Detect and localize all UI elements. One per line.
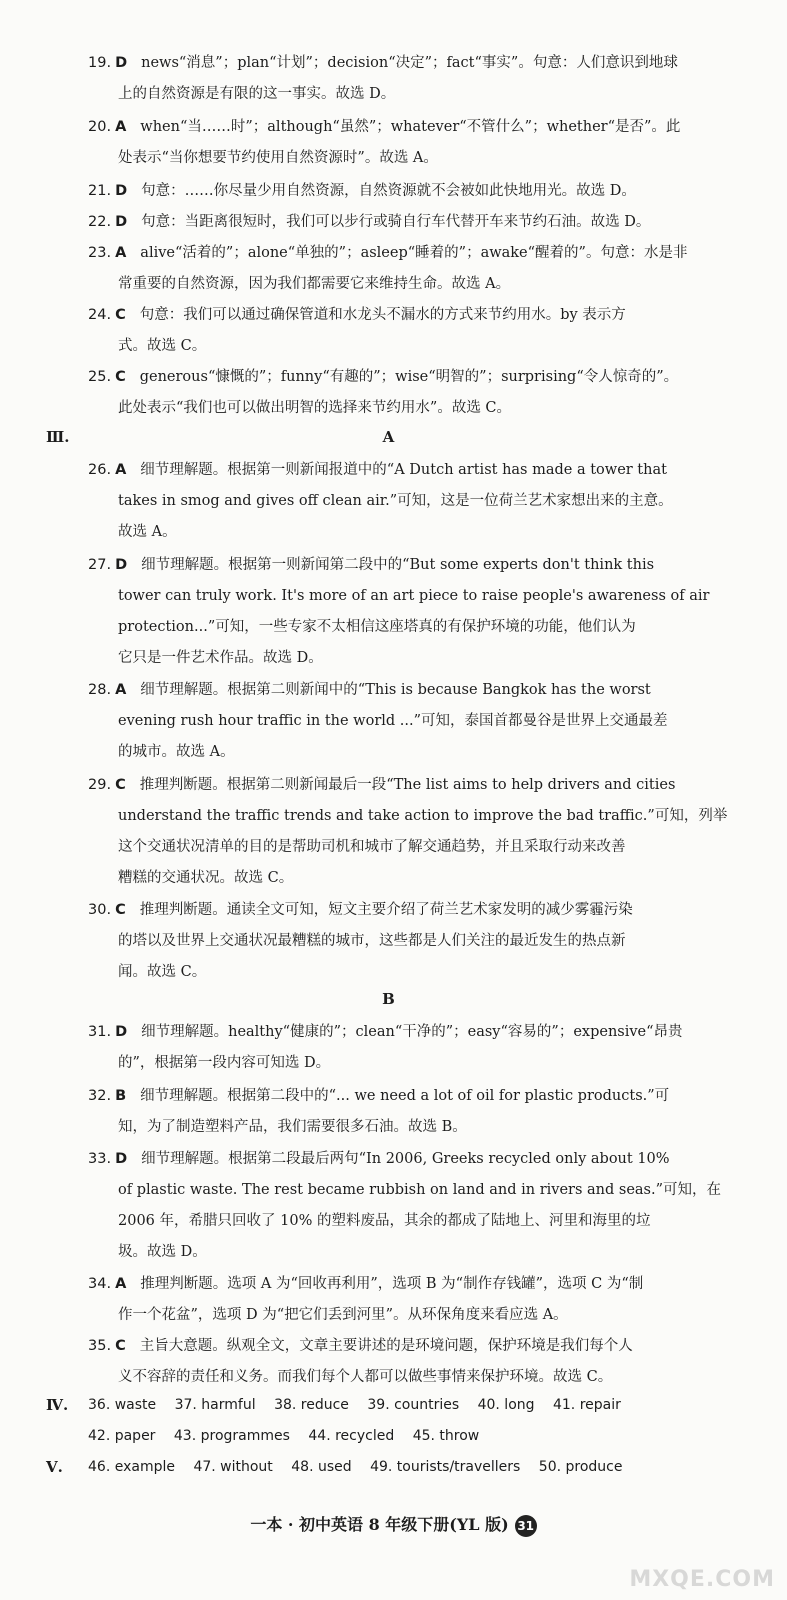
blank-answer: 41. repair (552, 1397, 621, 1413)
item-answer: A (115, 119, 127, 135)
item-text: 此处表示“我们也可以做出明智的选择来节约用水”。故选 C。 (118, 400, 512, 416)
item-number: 32. (88, 1088, 112, 1104)
blank-answer: 36. waste (88, 1397, 157, 1413)
item-text: 常重要的自然资源，因为我们都需要它来维持生命。故选 A。 (118, 276, 511, 292)
item-answer: B (115, 1088, 127, 1104)
site-watermark (575, 1470, 775, 1600)
item-number: 21. (88, 183, 112, 199)
item-text: 式。故选 C。 (118, 338, 207, 354)
item-text: 句意：……你尽量少用自然资源，自然资源就不会被如此快地用光。故选 D。 (141, 183, 636, 199)
item-number: 35. (88, 1338, 112, 1354)
blank-answer: 42. paper (88, 1428, 156, 1444)
item-answer: D (115, 214, 128, 230)
answer-item-35 (88, 1331, 688, 1393)
watermark-text: MXQE.COM (629, 1567, 775, 1592)
item-answer: A (115, 682, 127, 698)
fill-blank-row (88, 1459, 636, 1475)
item-text: 的城市。故选 A。 (118, 744, 235, 760)
item-text: 作一个花盆”，选项 D 为“把它们丢到河里”。从环保角度来看应选 A。 (118, 1307, 568, 1323)
item-number: 27. (88, 557, 112, 573)
blank-answer: 40. long (477, 1397, 535, 1413)
item-number: 28. (88, 682, 112, 698)
part-a-heading: A (382, 428, 395, 446)
blank-answer: 47. without (193, 1459, 273, 1475)
item-answer: C (115, 1338, 126, 1354)
item-text: alive“活着的”；alone“单独的”；asleep“睡着的”；awake“醒着的”。句意：水是非 (140, 245, 688, 261)
item-text: 细节理解题。healthy“健康的”；clean“干净的”；easy“容易的”；expensive“昂贵 (141, 1024, 683, 1040)
item-answer: C (115, 307, 126, 323)
item-text: news“消息”；plan“计划”；decision“决定”；fact“事实”。句意：人们意识到地球 (141, 55, 678, 71)
item-text: 推理判断题。根据第二则新闻最后一段“The list aims to help drivers and cities (139, 777, 676, 793)
item-text: 推理判断题。通读全文可知，短文主要介绍了荷兰艺术家发明的减少雾霾污染 (139, 902, 633, 918)
item-text: 它只是一件艺术作品。故选 D。 (118, 650, 323, 666)
answer-item-22 (88, 207, 688, 238)
item-number: 24. (88, 307, 112, 323)
item-number: 29. (88, 777, 112, 793)
blank-answer: 45. throw (412, 1428, 480, 1444)
item-answer: D (115, 557, 128, 573)
item-text: 的”，根据第一段内容可知选 D。 (118, 1055, 331, 1071)
item-text: evening rush hour traffic in the world ...”可知，泰国首都曼谷是世界上交通最差 (118, 713, 668, 729)
footer-title: 一本 · 初中英语 8 年级下册(YL 版) (250, 1515, 509, 1534)
answer-item-29 (88, 770, 728, 894)
item-text: 细节理解题。根据第一则新闻报道中的“A Dutch artist has made a tower that (140, 462, 667, 478)
item-text: generous“慷慨的”；funny“有趣的”；wise“明智的”；surprising“令人惊奇的”。 (139, 369, 679, 385)
item-number: 20. (88, 119, 112, 135)
item-text: 处表示“当你想要节约使用自然资源时”。故选 A。 (118, 150, 438, 166)
item-text: takes in smog and gives off clean air.”可知，这是一位荷兰艺术家想出来的主意。 (118, 493, 673, 509)
item-number: 23. (88, 245, 112, 261)
item-number: 22. (88, 214, 112, 230)
item-text: 句意：我们可以通过确保管道和水龙头不漏水的方式来节约用水。by 表示方 (139, 307, 626, 323)
blank-answer: 43. programmes (173, 1428, 290, 1444)
answer-item-32 (88, 1081, 688, 1143)
answer-item-23 (88, 238, 688, 300)
item-text: 的塔以及世界上交通状况最糟糕的城市，这些都是人们关注的最近发生的热点新 (118, 933, 626, 949)
item-text: 糟糕的交通状况。故选 C。 (118, 870, 294, 886)
part-b-heading: B (382, 990, 395, 1008)
section-5-label: Ⅴ. (46, 1458, 63, 1476)
answer-item-26 (88, 455, 688, 548)
blank-answer: 46. example (88, 1459, 175, 1475)
answer-item-21 (88, 176, 688, 207)
item-text: 闻。故选 C。 (118, 964, 207, 980)
item-text: 2006 年，希腊只回收了 10% 的塑料废品，其余的都成了陆地上、河里和海里的垃 (118, 1213, 651, 1229)
answer-item-34 (88, 1269, 688, 1331)
item-answer: D (115, 55, 128, 71)
section-4-label: Ⅳ. (46, 1396, 69, 1414)
item-number: 31. (88, 1024, 112, 1040)
item-answer: C (115, 369, 126, 385)
item-text: tower can truly work. It's more of an art piece to raise people's awareness of air (118, 588, 710, 604)
answer-item-33 (88, 1144, 722, 1268)
item-text: understand the traffic trends and take action to improve the bad traffic.”可知，列举 (118, 808, 728, 824)
item-number: 34. (88, 1276, 112, 1292)
item-answer: D (115, 1024, 128, 1040)
answer-item-20 (88, 112, 688, 174)
fill-blank-row (88, 1397, 635, 1413)
item-text: 故选 A。 (118, 524, 177, 540)
item-answer: A (115, 245, 127, 261)
item-answer: D (115, 183, 128, 199)
answer-item-19 (88, 48, 688, 110)
item-text: 上的自然资源是有限的这一事实。故选 D。 (118, 86, 396, 102)
item-text: 细节理解题。根据第二段中的“... we need a lot of oil for plastic products.”可 (140, 1088, 670, 1104)
answer-item-30 (88, 895, 688, 988)
blank-answer: 49. tourists/travellers (370, 1459, 521, 1475)
fill-blank-row (88, 1428, 493, 1444)
answer-item-25 (88, 362, 688, 424)
item-number: 26. (88, 462, 112, 478)
item-text: 细节理解题。根据第一则新闻第二段中的“But some experts don't think this (141, 557, 655, 573)
blank-answer: 39. countries (367, 1397, 460, 1413)
item-text: 句意：当距离很短时，我们可以步行或骑自行车代替开车来节约石油。故选 D。 (141, 214, 651, 230)
item-text: 主旨大意题。纵观全文，文章主要讲述的是环境问题，保护环境是我们每个人 (139, 1338, 633, 1354)
answer-item-27 (88, 550, 710, 674)
answer-item-24 (88, 300, 688, 362)
item-answer: D (115, 1151, 128, 1167)
item-text: protection...”可知，一些专家不太相信这座塔真的有保护环境的功能，他们认为 (118, 619, 636, 635)
page-number: 31 (515, 1515, 537, 1537)
item-text: 圾。故选 D。 (118, 1244, 207, 1260)
item-answer: A (115, 462, 127, 478)
item-text: 知，为了制造塑料产品，我们需要很多石油。故选 B。 (118, 1119, 467, 1135)
item-text: when“当……时”；although“虽然”；whatever“不管什么”；whether“是否”。此 (140, 119, 681, 135)
item-text: of plastic waste. The rest became rubbish on land and in rivers and seas.”可知，在 (118, 1182, 722, 1198)
item-number: 33. (88, 1151, 112, 1167)
item-number: 25. (88, 369, 112, 385)
blank-answer: 38. reduce (274, 1397, 349, 1413)
blank-answer: 37. harmful (174, 1397, 256, 1413)
section-3-label: Ⅲ. (46, 428, 70, 446)
blank-answer: 44. recycled (308, 1428, 395, 1444)
blank-answer: 48. used (291, 1459, 352, 1475)
item-text: 这个交通状况清单的目的是帮助司机和城市了解交通趋势，并且采取行动来改善 (118, 839, 626, 855)
item-text: 细节理解题。根据第二则新闻中的“This is because Bangkok has the worst (140, 682, 651, 698)
item-text: 推理判断题。选项 A 为“回收再利用”，选项 B 为“制作存钱罐”，选项 C 为“制 (140, 1276, 644, 1292)
blank-answer: 50. produce (538, 1459, 623, 1475)
item-text: 义不容辞的责任和义务。而我们每个人都可以做些事情来保护环境。故选 C。 (118, 1369, 613, 1385)
item-answer: A (115, 1276, 127, 1292)
item-answer: C (115, 777, 126, 793)
answer-item-31 (88, 1017, 688, 1079)
item-text: 细节理解题。根据第二段最后两句“In 2006, Greeks recycled only about 10% (141, 1151, 670, 1167)
item-number: 30. (88, 902, 112, 918)
item-answer: C (115, 902, 126, 918)
item-number: 19. (88, 55, 112, 71)
answer-item-28 (88, 675, 688, 768)
